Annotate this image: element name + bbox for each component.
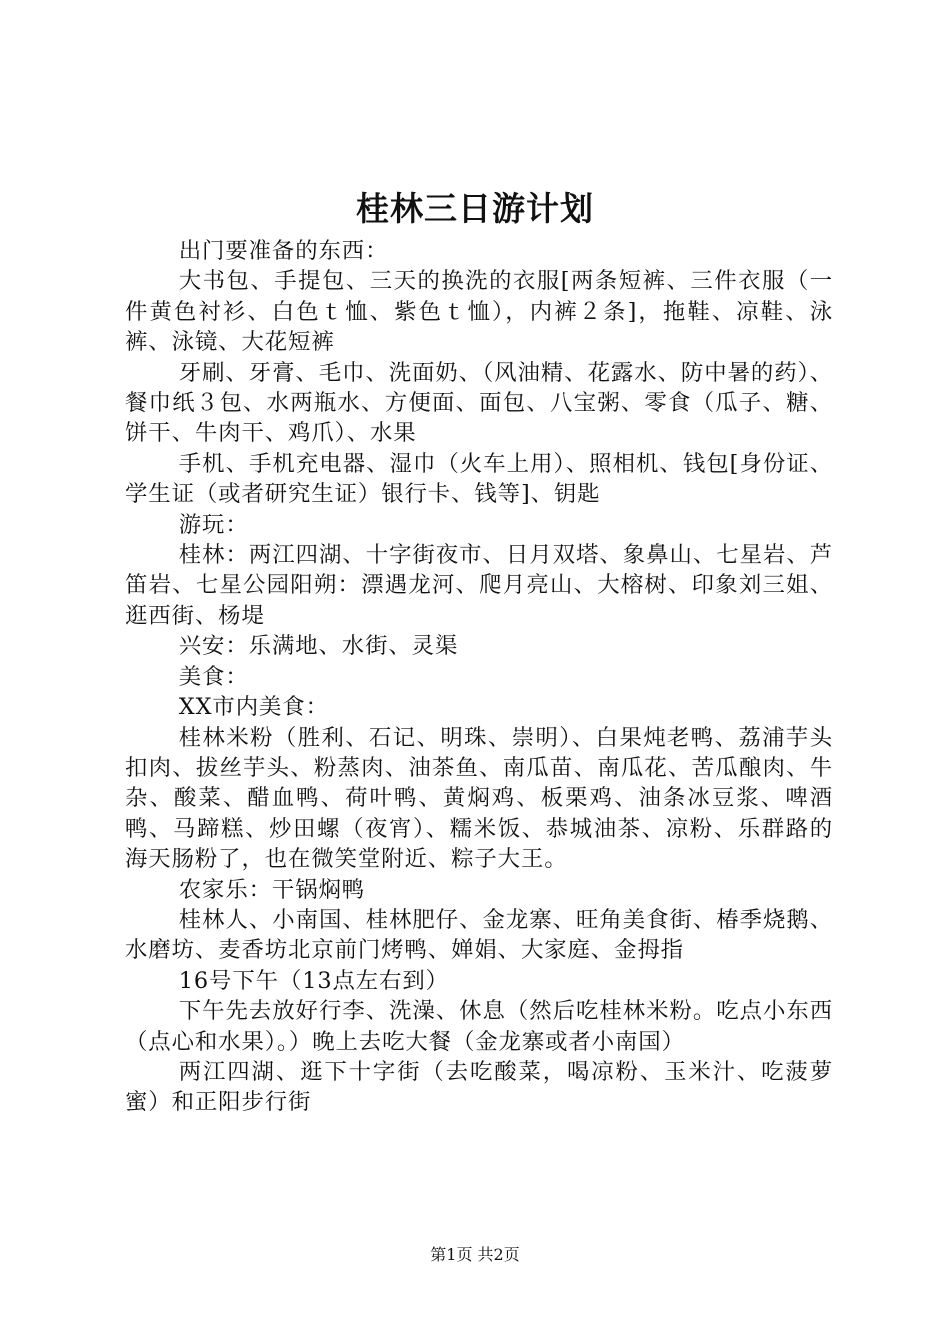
paragraph-city-food-heading: XX市内美食： — [178, 694, 329, 721]
paragraph-toiletries-food: 牙刷、牙膏、毛巾、洗面奶、（风油精、花露水、防中暑的药）、餐巾纸３包、水两瓶水、方便面、面包、八宝粥、零食（瓜子、糖、饼干、牛肉干、鸡爪）、水果 — [125, 359, 833, 447]
paragraph-clothing: 大书包、手提包、三天的换洗的衣服[两条短裤、三件衣服（一件黄色衬衫、白色ｔ恤、紫色ｔ恤），内裤２条]，拖鞋、凉鞋、泳裤、泳镜、大花短裤 — [125, 268, 833, 356]
page-number: 第1页 共2页 — [430, 1245, 520, 1264]
paragraph-packing-heading: 出门要准备的东西： — [178, 238, 389, 264]
paragraph-afternoon-plan: 下午先去放好行李、洗澡、休息（然后吃桂林米粉。吃点小东西（点心和水果）。）晚上去吃大餐（金龙寨或者小南国） — [125, 998, 833, 1055]
paragraph-xingan: 兴安：乐满地、水街、灵渠 — [178, 633, 459, 660]
paragraph-evening-plan: 两江四湖、逛下十字街（去吃酸菜，喝凉粉、玉米汁、吃菠萝蜜）和正阳步行街 — [125, 1058, 833, 1116]
document-title: 桂林三日游计划 — [356, 189, 594, 228]
document-body — [125, 236, 833, 1118]
paragraph-city-food-list: 桂林米粉（胜利、石记、明珠、崇明）、白果炖老鸭、荔浦芋头扣肉、拔丝芋头、粉蒸肉、油茶鱼、南瓜苗、南瓜花、苦瓜酿肉、牛杂、酸菜、醋血鸭、荷叶鸭、黄焖鸡、板栗鸡、油条冰豆浆、啤酒鸭、马蹄糕、炒田螺（夜宵）、糯米饭、恭城油茶、凉粉、乐群路的海天肠粉了，也在微笑堂附近、粽子大王。 — [125, 724, 833, 873]
paragraph-farmhouse: 农家乐：干锅焖鸭 — [178, 876, 366, 903]
paragraph-day-16-heading: 16号下午（13点左右到） — [178, 967, 449, 994]
paragraph-food-heading: 美食： — [178, 663, 249, 690]
paragraph-restaurants: 桂林人、小南国、桂林肥仔、金龙寨、旺角美食街、椿季烧鹅、水磨坊、麦香坊北京前门烤鸭、婵娟、大家庭、金拇指 — [125, 906, 833, 964]
paragraph-sightseeing-heading: 游玩： — [178, 511, 249, 538]
paragraph-electronics: 手机、手机充电器、湿巾（火车上用）、照相机、钱包[身份证、学生证（或者研究生证）银行卡、钱等]、钥匙 — [125, 450, 833, 508]
paragraph-guilin-yangshuo: 桂林：两江四湖、十字街夜市、日月双塔、象鼻山、七星岩、芦笛岩、七星公园阳朔：漂遇龙河、爬月亮山、大榕树、印象刘三姐、逛西街、杨堤 — [125, 542, 833, 629]
